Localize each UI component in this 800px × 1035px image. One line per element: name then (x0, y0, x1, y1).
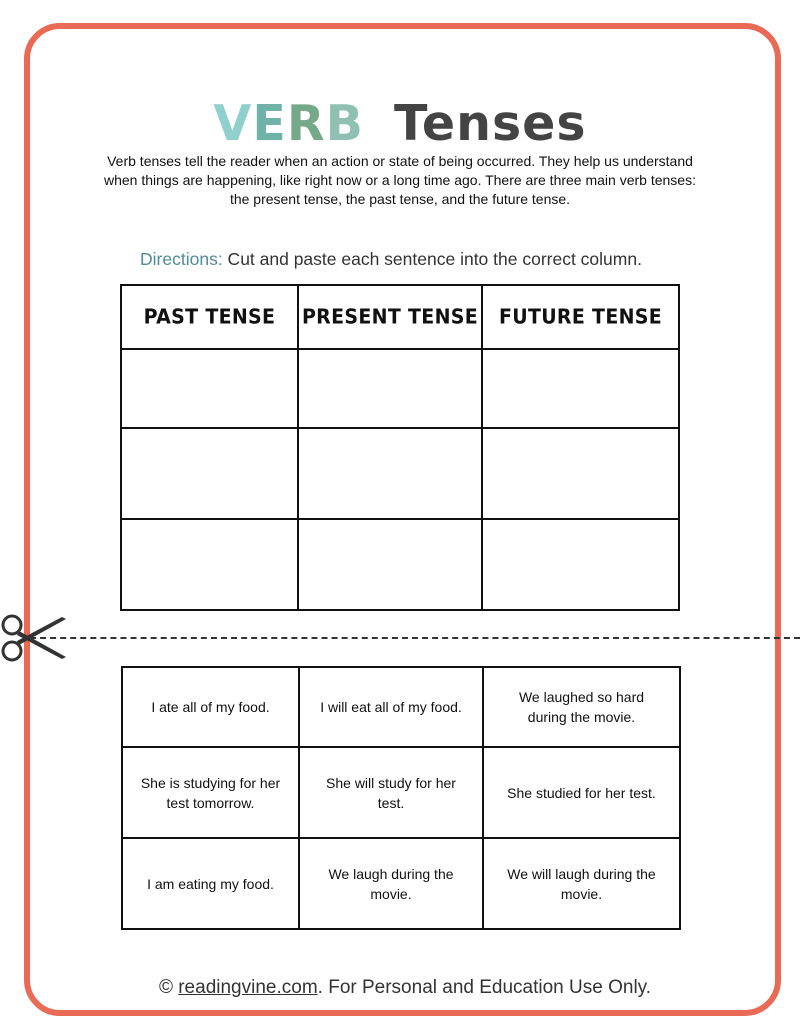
title-letter-v: V (213, 95, 253, 152)
intro-paragraph: Verb tenses tell the reader when an action or state of being occurred. They help us understand when things are happening, like right now or a long time ago. There are three main verb tenses: the present tense, the past tense, and the future tense. (104, 153, 696, 207)
footer-link[interactable]: readingvine.com (178, 977, 318, 998)
sentence-card[interactable]: I will eat all of my food. (299, 667, 483, 747)
sentence-card[interactable]: We will laugh during the movie. (483, 838, 680, 929)
sort-table (120, 284, 680, 611)
sort-row (121, 349, 679, 428)
cut-line (30, 637, 800, 639)
card-row (122, 667, 680, 747)
header-future-tense: FUTURE TENSE (482, 282, 679, 351)
footer-text: . For Personal and Education Use Only. (317, 977, 652, 998)
paste-cell[interactable] (298, 349, 482, 428)
sentence-card[interactable]: We laughed so hard during the movie. (483, 667, 680, 747)
paste-cell[interactable] (121, 428, 298, 519)
title-letter-r: R (286, 95, 326, 152)
sort-row (121, 428, 679, 519)
footer-copyright: © (158, 977, 179, 998)
sentence-card[interactable]: She will study for her test. (299, 747, 483, 838)
title-letter-e: E (252, 95, 287, 152)
title-tenses: Tenses (393, 95, 587, 152)
sentence-card[interactable]: She studied for her test. (483, 747, 680, 838)
cards-table (121, 666, 681, 930)
directions-text: Cut and paste each sentence into the correct column. (222, 249, 642, 269)
sort-row (121, 519, 679, 610)
directions-label: Directions: (140, 249, 223, 269)
paste-cell[interactable] (482, 349, 679, 428)
paste-cell[interactable] (121, 519, 298, 610)
paste-cell[interactable] (482, 519, 679, 610)
sort-table-header-row (121, 285, 679, 349)
paste-cell[interactable] (121, 349, 298, 428)
sentence-card[interactable]: I ate all of my food. (122, 667, 299, 747)
header-present-tense: PRESENT TENSE (298, 282, 482, 351)
card-row (122, 838, 680, 929)
card-row (122, 747, 680, 838)
title-verb (213, 95, 382, 152)
footer (0, 976, 800, 1000)
sentence-card[interactable]: I am eating my food. (122, 838, 299, 929)
page-title (0, 94, 800, 154)
paste-cell[interactable] (482, 428, 679, 519)
sentence-card[interactable]: We laugh during the movie. (299, 838, 483, 929)
title-letter-b: B (325, 95, 364, 152)
header-past-tense: PAST TENSE (121, 282, 298, 351)
directions (0, 248, 782, 270)
paste-cell[interactable] (298, 428, 482, 519)
sentence-card[interactable]: She is studying for her test tomorrow. (122, 747, 299, 838)
scissors-icon (0, 612, 70, 664)
paste-cell[interactable] (298, 519, 482, 610)
